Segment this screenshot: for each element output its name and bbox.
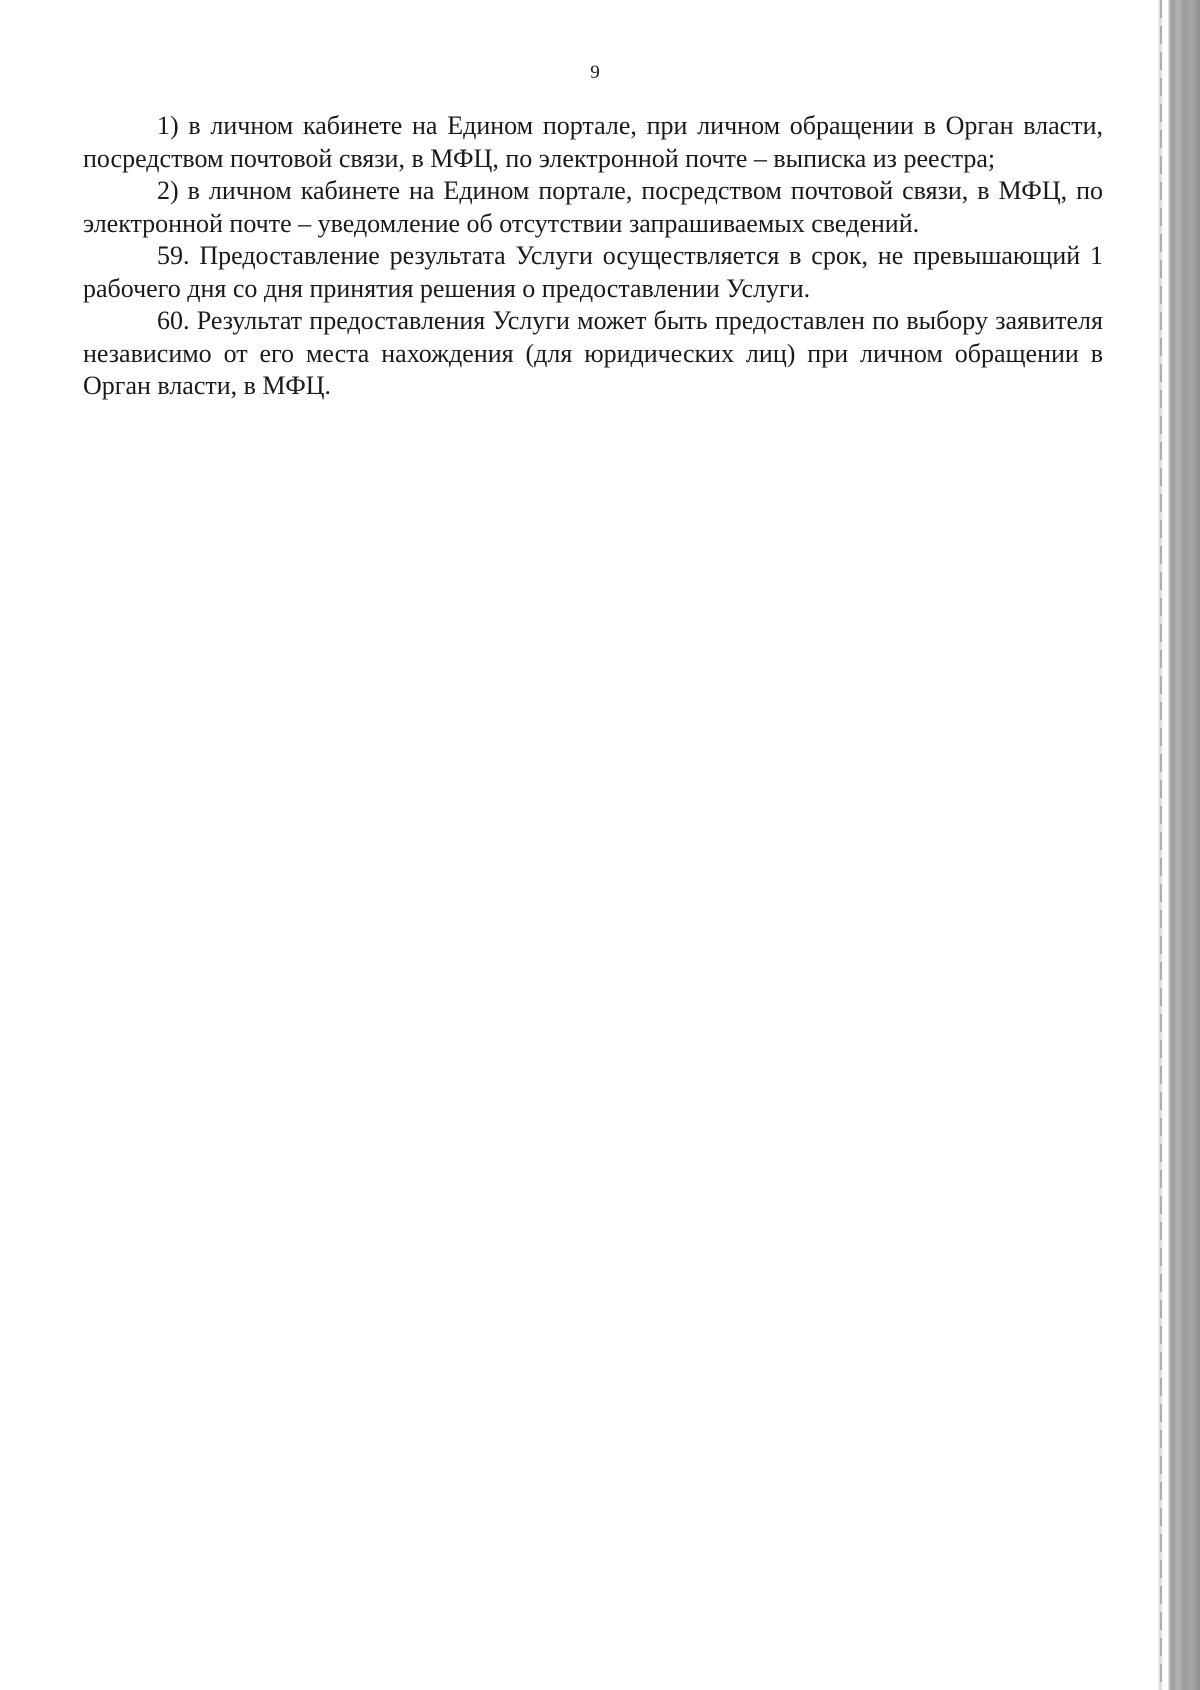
paragraph-result-registry-extract: 1) в личном кабинете на Едином портале, при личном обращении в Орган власти, посредством почтовой связи, в МФЦ, по электронной почте – выписка из реестра; (83, 111, 1103, 173)
paragraph-59-delivery-term: 59. Предоставление результата Услуги осуществляется в срок, не превышающий 1 рабочего дня со дня принятия решения о предоставлении Услуги. (83, 241, 1103, 303)
scan-edge-line (1160, 0, 1162, 1690)
page-number: 9 (590, 62, 600, 83)
paragraph-60-delivery-choice: 60. Результат предоставления Услуги может быть предоставлен по выбору заявителя независимо от его места нахождения (для юридических лиц) при личном обращении в Орган власти, в МФЦ. (83, 306, 1103, 400)
paragraph-result-absence-notice: 2) в личном кабинете на Едином портале, посредством почтовой связи, в МФЦ, по электронной почте – уведомление об отсутствии запрашиваемых сведений. (83, 176, 1103, 238)
document-body (83, 110, 1103, 403)
scan-edge-shadow (1150, 0, 1200, 1690)
